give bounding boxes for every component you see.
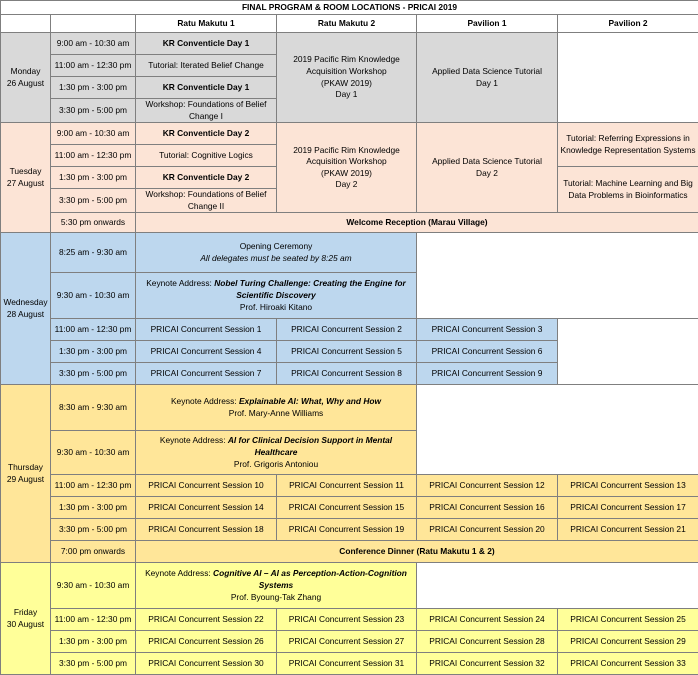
empty-cell xyxy=(417,385,698,475)
concurrent-session: PRICAI Concurrent Session 28 xyxy=(417,631,558,653)
time-slot: 7:00 pm onwards xyxy=(51,541,136,563)
event-line: Acquisition Workshop xyxy=(279,156,414,168)
room-header-ratu-makutu-1: Ratu Makutu 1 xyxy=(136,15,277,33)
welcome-reception: Welcome Reception (Marau Village) xyxy=(136,213,698,233)
concurrent-session: PRICAI Concurrent Session 11 xyxy=(277,475,417,497)
time-slot: 1:30 pm - 3:00 pm xyxy=(51,631,136,653)
empty-cell xyxy=(558,319,698,385)
room-header-pavilion-1: Pavilion 1 xyxy=(417,15,558,33)
keynote-speaker: Prof. Mary-Anne Williams xyxy=(138,408,414,420)
day-date: 28 August xyxy=(3,309,48,321)
concurrent-session: PRICAI Concurrent Session 6 xyxy=(417,341,558,363)
event-cell: Tutorial: Machine Learning and Big Data Problems in Bioinformatics xyxy=(558,167,698,213)
concurrent-session: PRICAI Concurrent Session 33 xyxy=(558,653,698,675)
concurrent-session: PRICAI Concurrent Session 3 xyxy=(417,319,558,341)
room-header-ratu-makutu-2: Ratu Makutu 2 xyxy=(277,15,417,33)
concurrent-session: PRICAI Concurrent Session 1 xyxy=(136,319,277,341)
time-slot: 1:30 pm - 3:00 pm xyxy=(51,167,136,189)
day-name: Monday xyxy=(3,66,48,78)
keynote-prefix: Keynote Address: xyxy=(160,435,228,445)
keynote-speaker: Prof. Byoung-Tak Zhang xyxy=(138,592,414,604)
concurrent-session: PRICAI Concurrent Session 12 xyxy=(417,475,558,497)
concurrent-session: PRICAI Concurrent Session 16 xyxy=(417,497,558,519)
event-cell xyxy=(417,123,558,213)
empty-cell xyxy=(558,33,698,123)
conference-dinner: Conference Dinner (Ratu Makutu 1 & 2) xyxy=(136,541,698,563)
concurrent-session: PRICAI Concurrent Session 22 xyxy=(136,609,277,631)
concurrent-session: PRICAI Concurrent Session 23 xyxy=(277,609,417,631)
concurrent-session: PRICAI Concurrent Session 5 xyxy=(277,341,417,363)
event-line: Day 2 xyxy=(279,179,414,191)
day-label-wednesday xyxy=(1,233,51,385)
concurrent-session: PRICAI Concurrent Session 15 xyxy=(277,497,417,519)
keynote-speaker: Prof. Hiroaki Kitano xyxy=(138,302,414,314)
concurrent-session: PRICAI Concurrent Session 32 xyxy=(417,653,558,675)
time-slot: 1:30 pm - 3:00 pm xyxy=(51,497,136,519)
concurrent-session: PRICAI Concurrent Session 31 xyxy=(277,653,417,675)
event-cell xyxy=(277,123,417,213)
event-title: KR Conventicle Day 2 xyxy=(136,123,277,145)
event-cell: Tutorial: Referring Expressions in Knowledge Representation Systems xyxy=(558,123,698,167)
day-label-monday xyxy=(1,33,51,123)
event-desc: Tutorial: Cognitive Logics xyxy=(136,145,277,167)
event-line: Applied Data Science Tutorial xyxy=(419,156,555,168)
time-slot: 9:30 am - 10:30 am xyxy=(51,273,136,319)
time-slot: 9:00 am - 10:30 am xyxy=(51,33,136,55)
event-line: Acquisition Workshop xyxy=(279,66,414,78)
keynote-prefix: Keynote Address: xyxy=(171,396,239,406)
header-blank xyxy=(1,15,51,33)
concurrent-session: PRICAI Concurrent Session 9 xyxy=(417,363,558,385)
day-name: Wednesday xyxy=(3,297,48,309)
opening-ceremony xyxy=(136,233,417,273)
keynote-antoniou xyxy=(136,431,417,475)
time-slot: 3:30 pm - 5:00 pm xyxy=(51,519,136,541)
concurrent-session: PRICAI Concurrent Session 14 xyxy=(136,497,277,519)
time-slot: 3:30 pm - 5:00 pm xyxy=(51,653,136,675)
room-header-pavilion-2: Pavilion 2 xyxy=(558,15,698,33)
event-title: Opening Ceremony xyxy=(138,241,414,253)
concurrent-session: PRICAI Concurrent Session 25 xyxy=(558,609,698,631)
time-slot: 11:00 am - 12:30 pm xyxy=(51,145,136,167)
concurrent-session: PRICAI Concurrent Session 7 xyxy=(136,363,277,385)
time-slot: 3:30 pm - 5:00 pm xyxy=(51,189,136,213)
page-title: FINAL PROGRAM & ROOM LOCATIONS - PRICAI 2019 xyxy=(1,1,698,15)
concurrent-session: PRICAI Concurrent Session 21 xyxy=(558,519,698,541)
concurrent-session: PRICAI Concurrent Session 2 xyxy=(277,319,417,341)
time-slot: 1:30 pm - 3:00 pm xyxy=(51,77,136,99)
event-desc: Tutorial: Iterated Belief Change xyxy=(136,55,277,77)
keynote-title: Cognitive AI – AI as Perception-Action-Cognition Systems xyxy=(213,568,407,590)
concurrent-session: PRICAI Concurrent Session 24 xyxy=(417,609,558,631)
event-note: All delegates must be seated by 8:25 am xyxy=(138,253,414,265)
day-label-friday xyxy=(1,563,51,675)
concurrent-session: PRICAI Concurrent Session 26 xyxy=(136,631,277,653)
keynote-title: Explainable AI: What, Why and How xyxy=(239,396,381,406)
time-slot: 3:30 pm - 5:00 pm xyxy=(51,363,136,385)
day-date: 26 August xyxy=(3,78,48,90)
event-title: KR Conventicle Day 1 xyxy=(136,77,277,99)
day-label-tuesday xyxy=(1,123,51,233)
time-slot: 11:00 am - 12:30 pm xyxy=(51,319,136,341)
day-date: 30 August xyxy=(3,619,48,631)
time-slot: 5:30 pm onwards xyxy=(51,213,136,233)
keynote-prefix: Keynote Address: xyxy=(146,278,214,288)
keynote-title: AI for Clinical Decision Support in Mental Healthcare xyxy=(228,435,392,457)
day-date: 29 August xyxy=(3,474,48,486)
header-blank-time xyxy=(51,15,136,33)
time-slot: 9:30 am - 10:30 am xyxy=(51,431,136,475)
day-label-thursday xyxy=(1,385,51,563)
time-slot: 9:30 am - 10:30 am xyxy=(51,563,136,609)
time-slot: 11:00 am - 12:30 pm xyxy=(51,55,136,77)
concurrent-session: PRICAI Concurrent Session 8 xyxy=(277,363,417,385)
keynote-prefix: Keynote Address: xyxy=(145,568,213,578)
event-desc: Workshop: Foundations of Belief Change I xyxy=(136,99,277,123)
keynote-speaker: Prof. Grigoris Antoniou xyxy=(138,459,414,471)
empty-cell xyxy=(417,563,698,609)
event-cell xyxy=(277,33,417,123)
time-slot: 3:30 pm - 5:00 pm xyxy=(51,99,136,123)
concurrent-session: PRICAI Concurrent Session 13 xyxy=(558,475,698,497)
event-line: Day 1 xyxy=(419,78,555,90)
day-name: Friday xyxy=(3,607,48,619)
event-line: 2019 Pacific Rim Knowledge xyxy=(279,54,414,66)
concurrent-session: PRICAI Concurrent Session 29 xyxy=(558,631,698,653)
event-line: Applied Data Science Tutorial xyxy=(419,66,555,78)
keynote-kitano xyxy=(136,273,417,319)
event-desc: Workshop: Foundations of Belief Change II xyxy=(136,189,277,213)
event-line: Day 2 xyxy=(419,168,555,180)
event-line: (PKAW 2019) xyxy=(279,78,414,90)
concurrent-session: PRICAI Concurrent Session 4 xyxy=(136,341,277,363)
time-slot: 8:25 am - 9:30 am xyxy=(51,233,136,273)
concurrent-session: PRICAI Concurrent Session 10 xyxy=(136,475,277,497)
event-cell xyxy=(417,33,558,123)
keynote-title: Nobel Turing Challenge: Creating the Engine for Scientific Discovery xyxy=(214,278,406,300)
concurrent-session: PRICAI Concurrent Session 17 xyxy=(558,497,698,519)
time-slot: 1:30 pm - 3:00 pm xyxy=(51,341,136,363)
day-name: Tuesday xyxy=(3,166,48,178)
time-slot: 8:30 am - 9:30 am xyxy=(51,385,136,431)
day-name: Thursday xyxy=(3,462,48,474)
empty-cell xyxy=(417,233,698,319)
keynote-williams xyxy=(136,385,417,431)
time-slot: 9:00 am - 10:30 am xyxy=(51,123,136,145)
time-slot: 11:00 am - 12:30 pm xyxy=(51,609,136,631)
event-title: KR Conventicle Day 1 xyxy=(136,33,277,55)
concurrent-session: PRICAI Concurrent Session 20 xyxy=(417,519,558,541)
event-title: KR Conventicle Day 2 xyxy=(136,167,277,189)
time-slot: 11:00 am - 12:30 pm xyxy=(51,475,136,497)
concurrent-session: PRICAI Concurrent Session 30 xyxy=(136,653,277,675)
keynote-zhang xyxy=(136,563,417,609)
concurrent-session: PRICAI Concurrent Session 19 xyxy=(277,519,417,541)
concurrent-session: PRICAI Concurrent Session 27 xyxy=(277,631,417,653)
day-date: 27 August xyxy=(3,178,48,190)
concurrent-session: PRICAI Concurrent Session 18 xyxy=(136,519,277,541)
event-line: Day 1 xyxy=(279,89,414,101)
event-line: 2019 Pacific Rim Knowledge xyxy=(279,145,414,157)
event-line: (PKAW 2019) xyxy=(279,168,414,180)
